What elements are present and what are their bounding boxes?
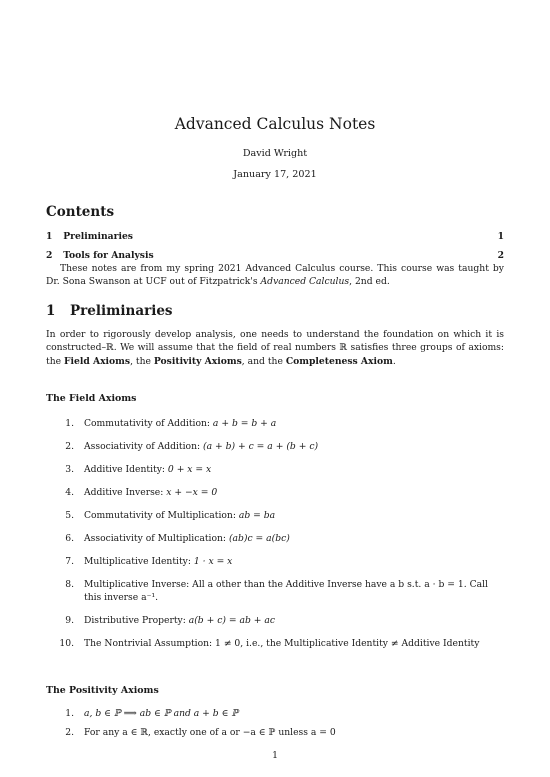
paragraph-text: , and the (241, 355, 286, 367)
term-completeness-axiom: Completeness Axiom (285, 355, 393, 367)
toc-entry-page: 2 (497, 250, 504, 261)
item-text (84, 486, 504, 499)
item-label: For any a ∈ ℝ, exactly one of a or −a ∈ ℙ unless a = 0 (84, 727, 336, 738)
intro-text: These notes are from my spring 2021 Advanced Calculus course. This course was taught by Dr. Sona Swanson at UCF out of Fitzpatrick's (46, 263, 504, 288)
toc-entry-label (46, 249, 154, 262)
positivity-axioms-heading: The Positivity Axioms (46, 685, 159, 696)
item-number: 6. (65, 533, 74, 544)
item-math: (a + b) + c = a + (b + c) (203, 441, 319, 452)
toc-entry-1[interactable] (46, 230, 504, 243)
item-text (84, 637, 504, 650)
section-number: 1 (46, 303, 56, 319)
section-paragraph (46, 328, 504, 368)
item-label: Multiplicative Identity: (84, 556, 194, 567)
toc-entry-label (46, 230, 133, 243)
toc-entry-page: 1 (497, 231, 504, 242)
toc-entry-number: 2 (46, 250, 53, 261)
item-math: 1 · x = x (193, 556, 233, 567)
item-text (84, 578, 504, 605)
item-number: 8. (65, 579, 74, 590)
item-number: 3. (65, 464, 74, 475)
item-label: Multiplicative Inverse: All a other than the Additive Inverse have a b s.t. a · b = 1. Call this inverse a⁻¹. (84, 579, 488, 604)
section-title: Preliminaries (70, 303, 173, 319)
item-label: Commutativity of Multiplication: (84, 510, 239, 521)
document-date: January 17, 2021 (233, 169, 317, 180)
intro-paragraph (46, 262, 504, 289)
field-axioms-heading: The Field Axioms (46, 393, 137, 404)
item-label: Additive Identity: (84, 464, 168, 475)
item-text (84, 532, 504, 545)
item-math: a + b = b + a (212, 418, 277, 429)
item-text (84, 614, 504, 627)
item-number: 7. (65, 556, 74, 567)
document-author: David Wright (242, 148, 308, 159)
paragraph-text: . (392, 355, 396, 367)
paragraph-text: In order to rigorously develop analysis, one needs to understand the foundation on which it is constructed–ℝ. We will assume that the field of real numbers ℝ satisfies three groups of axioms: the (46, 329, 504, 367)
item-math: 0 + x = x (167, 464, 212, 475)
item-label: The Nontrivial Assumption: 1 ≠ 0, i.e., the Multiplicative Identity ≠ Additive Identity (84, 638, 480, 649)
document-title: Advanced Calculus Notes (174, 115, 376, 133)
item-label: Associativity of Addition: (84, 441, 204, 452)
section-heading (46, 302, 173, 322)
paragraph-text: , the (130, 355, 154, 367)
item-label: Distributive Property: (84, 615, 189, 626)
toc-entry-number: 1 (46, 231, 53, 242)
contents-heading: Contents (46, 204, 115, 220)
item-text (84, 726, 504, 739)
intro-text-end: , 2nd ed. (349, 276, 390, 288)
item-label: Additive Inverse: (84, 487, 167, 498)
item-number: 2. (65, 441, 74, 452)
page-number: 1 (272, 750, 278, 761)
term-positivity-axioms: Positivity Axioms (153, 355, 242, 367)
item-math: a, b ∈ ℙ ⟹ ab ∈ ℙ and a + b ∈ ℙ (84, 708, 239, 719)
item-number: 5. (65, 510, 74, 521)
toc-entry-2[interactable] (46, 249, 504, 262)
item-math: x + −x = 0 (166, 487, 218, 498)
toc-entry-title: Preliminaries (63, 231, 133, 242)
item-text (84, 463, 504, 476)
item-label: Associativity of Multiplication: (84, 533, 229, 544)
item-number: 1. (65, 708, 74, 719)
item-number: 2. (65, 727, 74, 738)
item-text (84, 555, 504, 568)
item-number: 10. (59, 638, 74, 649)
item-number: 9. (65, 615, 74, 626)
item-label: Commutativity of Addition: (84, 418, 213, 429)
item-number: 4. (65, 487, 74, 498)
item-math: a(b + c) = ab + ac (188, 615, 276, 626)
item-text (84, 707, 504, 720)
item-text (84, 417, 504, 430)
item-number: 1. (65, 418, 74, 429)
item-math: ab = ba (238, 510, 276, 521)
item-text (84, 509, 504, 522)
toc-entry-title: Tools for Analysis (63, 250, 154, 261)
item-text (84, 440, 504, 453)
item-math: (ab)c = a(bc) (228, 533, 290, 544)
book-title: Advanced Calculus (260, 276, 350, 288)
term-field-axioms: Field Axioms (63, 355, 131, 367)
